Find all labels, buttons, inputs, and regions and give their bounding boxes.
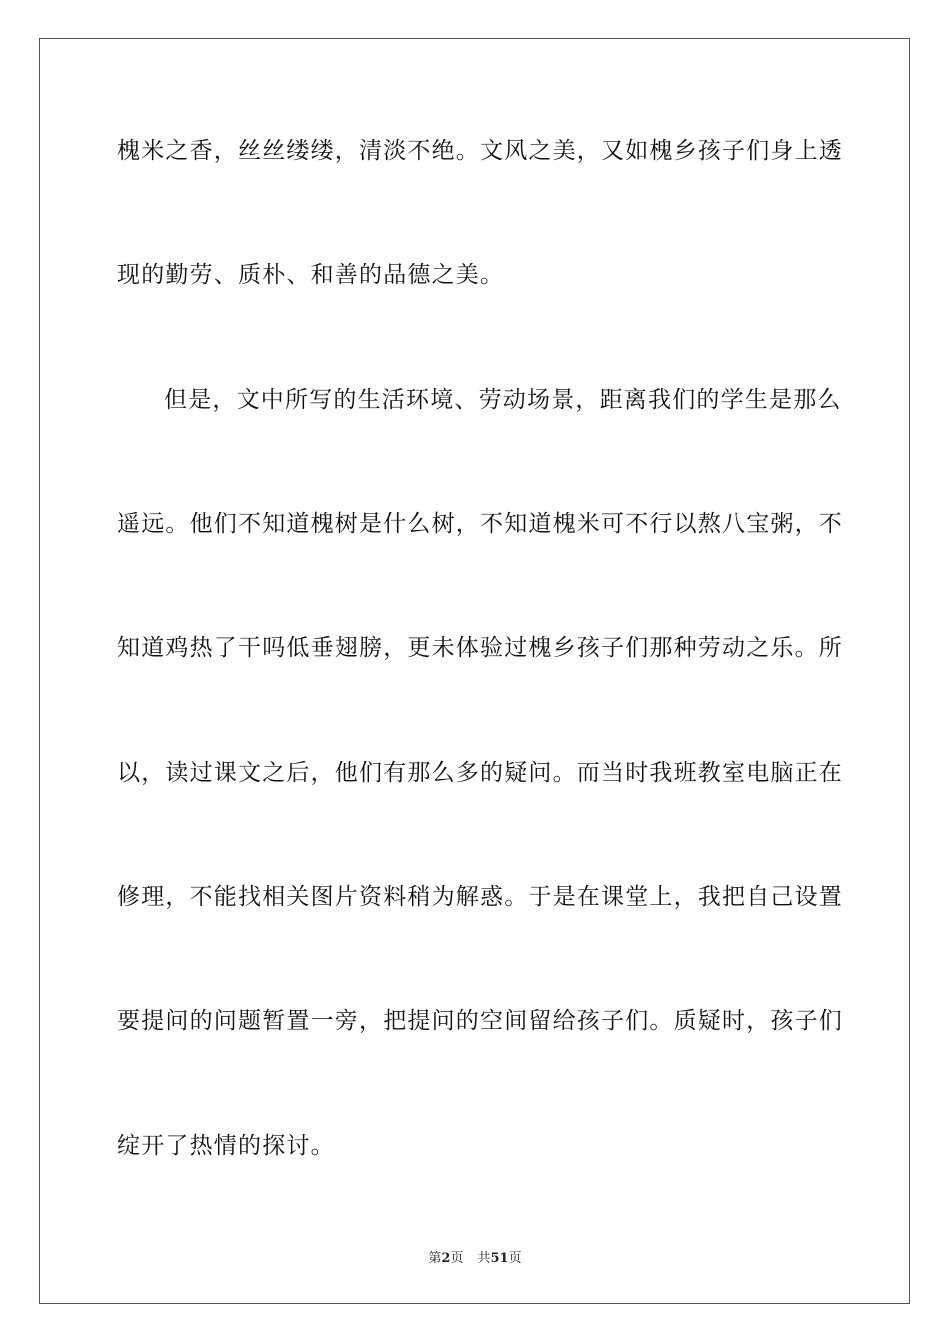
total-prefix: 共 xyxy=(477,1251,491,1266)
total-suffix: 页 xyxy=(508,1251,522,1266)
page-frame xyxy=(39,38,910,1304)
page-number: 2 xyxy=(441,1251,451,1266)
text-line: 知道鸡热了干吗低垂翅膀，更未体验过槐乡孩子们那种劳动之乐。所 xyxy=(117,635,843,661)
paragraph-start-line: 但是，文中所写的生活环境、劳动场景，距离我们的学生是那么 xyxy=(164,387,842,413)
text-line: 以，读过课文之后，他们有那么多的疑问。而当时我班教室电脑正在 xyxy=(117,760,843,786)
text-line: 槐米之香，丝丝缕缕，清淡不绝。文风之美，又如槐乡孩子们身上透 xyxy=(117,138,843,164)
text-line: 遥远。他们不知道槐树是什么树，不知道槐米可不行以熬八宝粥，不 xyxy=(117,511,843,537)
page-suffix: 页 xyxy=(450,1251,464,1266)
text-line: 绽开了热情的探讨。 xyxy=(117,1133,335,1159)
text-line: 现的勤劳、质朴、和善的品德之美。 xyxy=(117,262,505,288)
text-line: 要提问的问题暂置一旁，把提问的空间留给孩子们。质疑时，孩子们 xyxy=(117,1008,843,1034)
text-line: 修理，不能找相关图片资料稍为解惑。于是在课堂上，我把自己设置 xyxy=(117,884,843,910)
page-footer xyxy=(0,1247,950,1266)
page-prefix: 第 xyxy=(428,1251,442,1266)
total-pages: 51 xyxy=(490,1251,509,1266)
